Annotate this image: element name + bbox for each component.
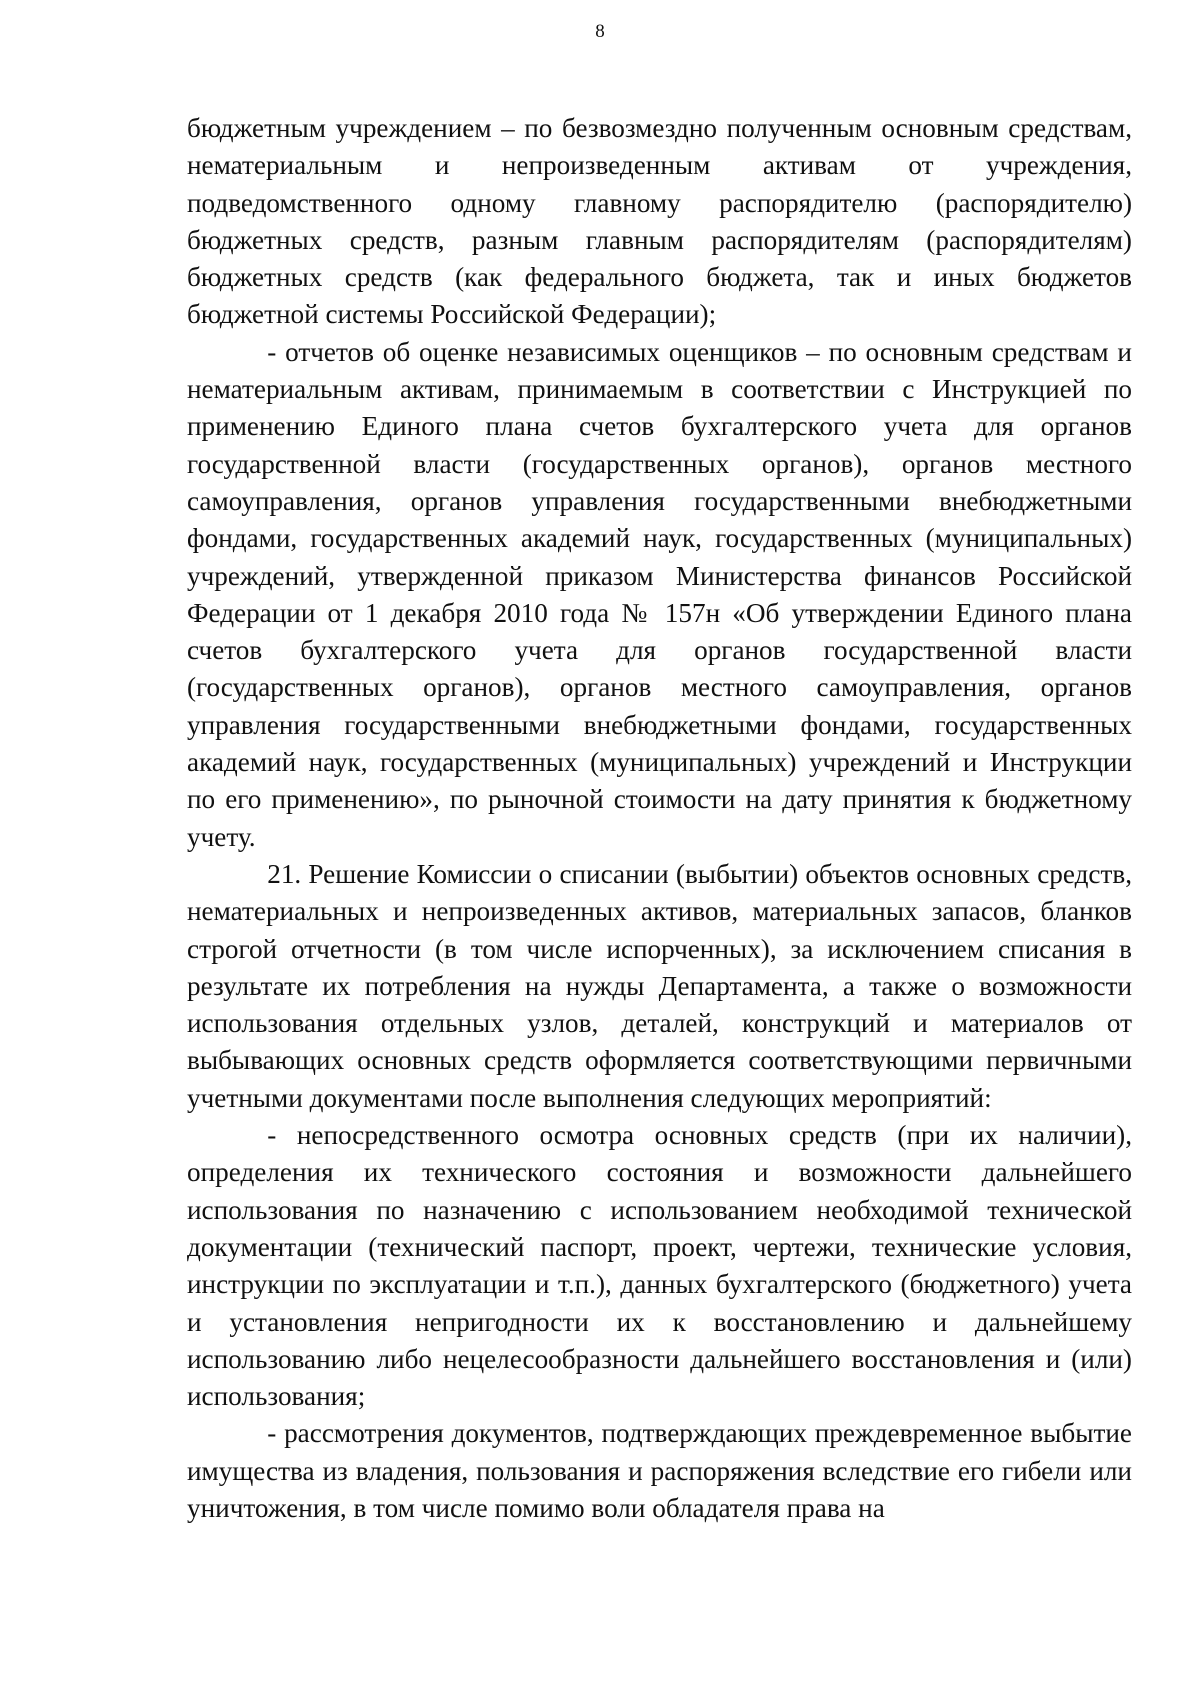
paragraph-direct-inspection: - непосредственного осмотра основных средств (при их наличии), определения их технического состояния и возможности дальнейшего использования по назначению с использованием необходимой технической документации (технический паспорт, проект, чертежи, технические условия, инструкции по эксплуатации и т.п.), данных бухгалтерского (бюджетного) учета и установления непригодности их к восстановлению и дальнейшему использованию либо нецелесообразности дальнейшего восстановления и (или) использования;: [187, 1120, 1132, 1412]
page-number: 8: [595, 21, 605, 42]
paragraph-document-review: - рассмотрения документов, подтверждающих преждевременное выбытие имущества из владения, пользования и распоряжения вследствие его гибели или уничтожения, в том числе помимо воли обладателя права на: [187, 1418, 1132, 1523]
paragraph-item-21: 21. Решение Комиссии о списании (выбытии) объектов основных средств, нематериальных и непроизведенных активов, материальных запасов, бланков строгой отчетности (в том числе испорченных), за исключением списания в результате их потребления на нужды Департамента, а также о возможности использования отдельных узлов, деталей, конструкций и материалов от выбывающих основных средств оформляется соответствующими первичными учетными документами после выполнения следующих мероприятий:: [187, 858, 1132, 1113]
paragraph-continuation: бюджетным учреждением – по безвозмездно полученным основным средствам, нематериальным и непроизведенным активам от учреждения, подведомственного одному главному распорядителю (распорядителю) бюджетных средств, разным главным распорядителям (распорядителям) бюджетных средств (как федерального бюджета, так и иных бюджетов бюджетной системы Российской Федерации);: [187, 113, 1132, 330]
document-body: [187, 110, 1132, 1527]
paragraph-independent-appraisers: - отчетов об оценке независимых оценщиков – по основным средствам и нематериальным активам, принимаемым в соответствии с Инструкцией по применению Единого плана счетов бухгалтерского учета для органов государственной власти (государственных органов), органов местного самоуправления, органов управления государственными внебюджетными фондами, государственных академий наук, государственных (муниципальных) учреждений, утвержденной приказом Министерства финансов Российской Федерации от 1 декабря 2010 года № 157н «Об утверждении Единого плана счетов бухгалтерского учета для органов государственной власти (государственных органов), органов местного самоуправления, органов управления государственными внебюджетными фондами, государственных академий наук, государственных (муниципальных) учреждений и Инструкции по его применению», по рыночной стоимости на дату принятия к бюджетному учету.: [187, 336, 1132, 852]
